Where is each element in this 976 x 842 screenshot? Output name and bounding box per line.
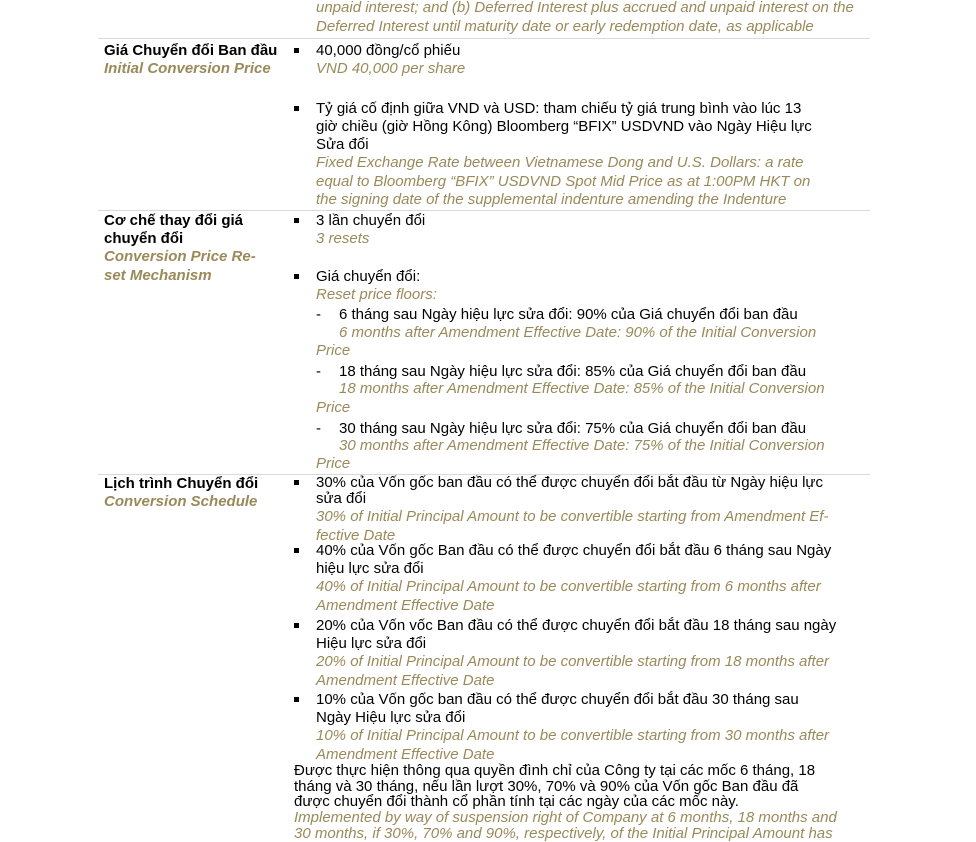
bullet-icon [294,274,299,279]
initial-price-en: VND 40,000 per share [316,60,466,77]
label-vn: Lịch trình Chuyển đổi [104,475,259,492]
price-floors-vn: Giá chuyển đổi: [316,268,421,285]
bullet-icon [294,548,299,553]
fx-vn-1: Tỷ giá cố định giữa VND và USD: tham chiếu tỷ giá trung bình vào lúc 13 [316,100,802,117]
fx-vn-2: giờ chiều (giờ Hồng Kông) Bloomberg “BFIX” USDVND vào Ngày Hiệu lực [316,118,812,135]
item-en-1: 20% of Initial Principal Amount to be convertible starting from 18 months after [316,653,830,670]
schedule-item-2 [316,542,831,615]
bullet-icon [294,218,299,223]
top-cut-line-1: unpaid interest; and (b) Deferred Interest plus accrued and unpaid interest on the [316,0,854,16]
label-en: Conversion Schedule [104,493,258,510]
label-reset [104,212,284,285]
label-vn-1: Cơ chế thay đổi giá [104,212,244,229]
fx-rate-block [316,100,812,210]
bullet-icon [294,480,299,485]
item-vn-2: Ngày Hiệu lực sửa đổi [316,709,466,726]
label-en-1: Conversion Price Re- [104,248,256,265]
fx-en-1: Fixed Exchange Rate between Vietnamese Dong and U.S. Dollars: a rate [316,154,804,171]
fx-en-3: the signing date of the supplemental indenture amending the Indenture [316,191,787,208]
item-vn-2: sửa đổi [316,490,367,507]
label-en: Initial Conversion Price [104,60,271,77]
resets-vn: 3 lần chuyển đổi [316,212,426,229]
item-vn-2: Hiệu lực sửa đổi [316,635,427,652]
schedule-item-1 [316,474,828,545]
item-vn-1: 20% của Vốn vốc Ban đầu có thể được chuyển đổi bắt đầu 18 tháng sau ngày [316,617,837,634]
schedule-item-4 [316,691,829,764]
label-vn-2: chuyển đổi [104,230,184,247]
item-vn-1: 10% của Vốn gốc ban đầu có thể được chuyển đổi bắt đầu 30 tháng sau [316,691,799,708]
bullet-icon [294,697,299,702]
schedule-item-3 [316,617,836,690]
resets-en: 3 resets [316,230,370,247]
bullet-icon [294,106,299,111]
item-en-2: fective Date [316,526,396,544]
item-en-1: 10% of Initial Principal Amount to be convertible starting from 30 months after [316,727,830,744]
note-vn-3: được chuyển đổi thành cổ phần tính tại các ngày của các mốc này. [294,793,739,810]
item-vn-1: 30% của Vốn gốc ban đầu có thể được chuyển đổi bắt đầu từ Ngày hiệu lực [316,474,823,491]
floor-2-vn: 18 tháng sau Ngày hiệu lực sửa đổi: 85% của Giá chuyển đổi ban đầu [339,363,807,380]
item-en-1: 40% of Initial Principal Amount to be convertible starting from 6 months after [316,578,821,595]
label-schedule [104,475,284,512]
initial-price-vn: 40,000 đồng/cổ phiếu [316,42,461,59]
floor-1-en-2: Price [316,342,351,359]
suspension-note [294,763,837,842]
item-vn-2: hiệu lực sửa đổi [316,560,424,577]
floor-1-en: 6 months after Amendment Effective Date: 90% of the Initial Conversion [339,324,817,341]
floor-2-en-2: Price [316,399,351,416]
label-vn: Giá Chuyển đổi Ban đầu [104,42,278,59]
label-en-2: set Mechanism [104,266,212,284]
price-floors-en: Reset price floors: [316,286,437,303]
dash-icon: - [316,363,321,380]
bullet-icon [294,623,299,628]
item-vn-1: 40% của Vốn gốc Ban đầu có thể được chuyển đổi bắt đầu 6 tháng sau Ngày [316,542,832,559]
floor-3-en: 30 months after Amendment Effective Date: 75% of the Initial Conversion [339,437,825,454]
note-vn-2: tháng và 30 tháng, nếu lần lượt 30%, 70% và 90% của Vốn gốc Ban đầu đã [294,777,799,795]
row-divider [98,38,870,39]
row-divider [98,210,870,211]
item-en-1: 30% of Initial Principal Amount to be convertible starting from Amendment Ef- [316,508,829,525]
floor-1-vn: 6 tháng sau Ngày hiệu lực sửa đổi: 90% của Giá chuyển đổi ban đầu [339,306,798,323]
note-en-1: Implemented by way of suspension right of Company at 6 months, 18 months and [294,808,837,826]
fx-vn-3: Sửa đổi [316,136,369,153]
bullet-icon [294,48,299,53]
top-cut-line-2: Deferred Interest until maturity date or early redemption date, as applicable [316,18,814,35]
label-initial-price [104,42,284,79]
note-vn-1: Được thực hiện thông qua quyền đình chỉ của Công ty tại các mốc 6 tháng, 18 [294,762,816,779]
floor-3-en-2: Price [316,455,351,472]
fx-en-2: equal to Bloomberg “BFIX” USDVND Spot Mid Price as at 1:00PM HKT on [316,172,811,190]
item-en-2: Amendment Effective Date [316,745,495,763]
floor-2-en: 18 months after Amendment Effective Date: 85% of the Initial Conversion [339,380,825,397]
dash-icon: - [316,306,321,323]
item-en-2: Amendment Effective Date [316,671,495,689]
dash-icon: - [316,420,321,437]
item-en-2: Amendment Effective Date [316,596,495,614]
floor-3-vn: 30 tháng sau Ngày hiệu lực sửa đổi: 75% của Giá chuyển đổi ban đầu [339,420,807,437]
note-en-2: 30 months, if 30%, 70% and 90%, respectively, of the Initial Principal Amount has [294,824,833,842]
